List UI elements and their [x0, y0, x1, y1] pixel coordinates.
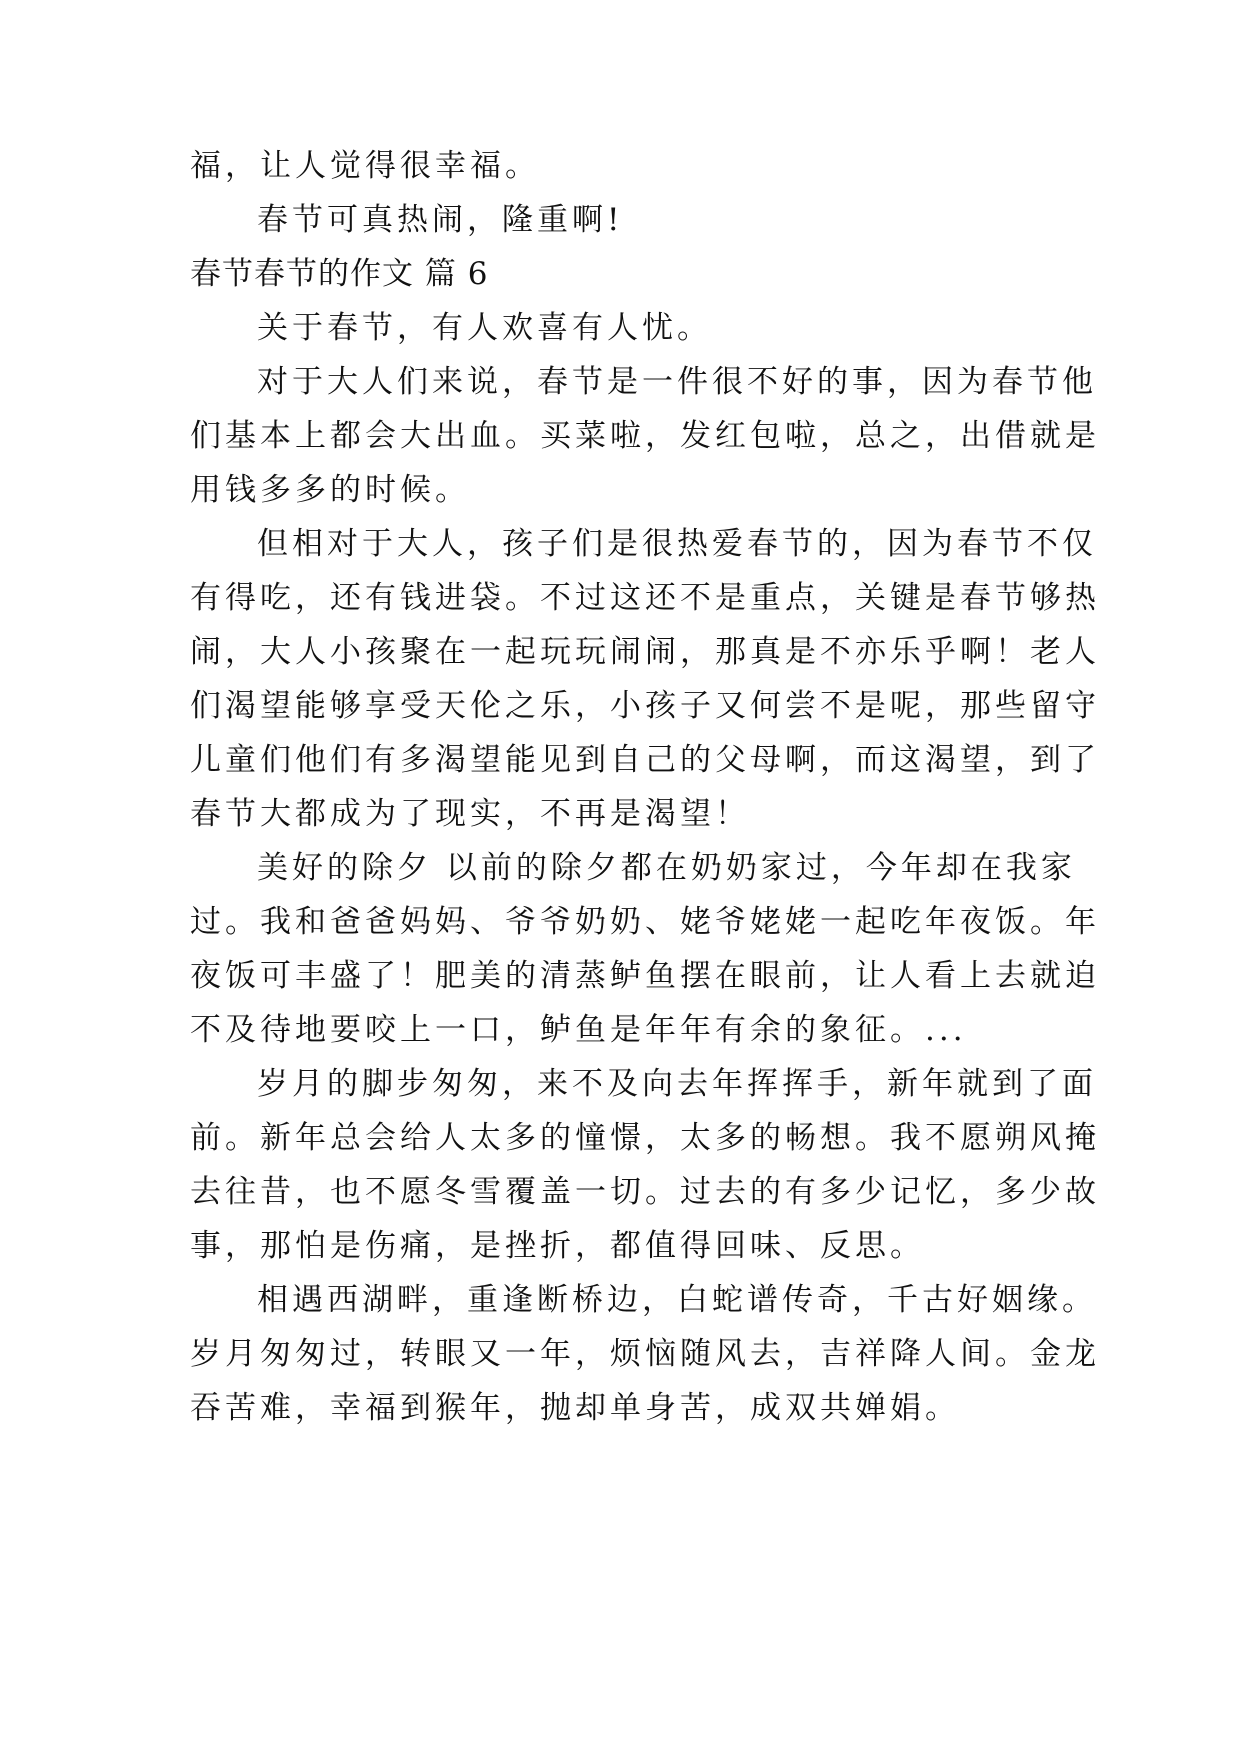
- text-line: 闹，大人小孩聚在一起玩玩闹闹，那真是不亦乐乎啊！老人: [190, 634, 1100, 670]
- text-line: 过。我和爸爸妈妈、爷爷奶奶、姥爷姥姥一起吃年夜饭。年: [190, 904, 1100, 940]
- text-line: 但相对于大人，孩子们是很热爱春节的，因为春节不仅: [257, 526, 1097, 562]
- text-line: 相遇西湖畔，重逢断桥边，白蛇谱传奇，千古好姻缘。: [257, 1282, 1097, 1318]
- section-heading: 春节春节的作文 篇 6: [190, 256, 489, 292]
- text-line: 春节大都成为了现实，不再是渴望！: [190, 796, 750, 832]
- text-line: 美好的除夕 以前的除夕都在奶奶家过，今年却在我家: [257, 850, 1076, 886]
- text-line: 对于大人们来说，春节是一件很不好的事，因为春节他: [257, 364, 1097, 400]
- text-line: 岁月匆匆过，转眼又一年，烦恼随风去，吉祥降人间。金龙: [190, 1336, 1100, 1372]
- text-line: 们基本上都会大出血。买菜啦，发红包啦，总之，出借就是: [190, 418, 1100, 454]
- text-line: 儿童们他们有多渴望能见到自己的父母啊，而这渴望，到了: [190, 742, 1100, 778]
- text-line: 事，那怕是伤痛，是挫折，都值得回味、反思。: [190, 1228, 925, 1264]
- text-line: 前。新年总会给人太多的憧憬，太多的畅想。我不愿朔风掩: [190, 1120, 1100, 1156]
- text-line: 们渴望能够享受天伦之乐，小孩子又何尝不是呢，那些留守: [190, 688, 1100, 724]
- text-line: 福，让人觉得很幸福。: [190, 148, 540, 184]
- text-line: 用钱多多的时候。: [190, 472, 470, 508]
- text-line: 不及待地要咬上一口，鲈鱼是年年有余的象征。...: [190, 1012, 967, 1048]
- text-line: 有得吃，还有钱进袋。不过这还不是重点，关键是春节够热: [190, 580, 1100, 616]
- text-line: 岁月的脚步匆匆，来不及向去年挥挥手，新年就到了面: [257, 1066, 1097, 1102]
- text-line: 关于春节，有人欢喜有人忧。: [257, 310, 712, 346]
- text-line: 吞苦难，幸福到猴年，抛却单身苦，成双共婵娟。: [190, 1390, 960, 1426]
- text-line: 去往昔，也不愿冬雪覆盖一切。过去的有多少记忆，多少故: [190, 1174, 1100, 1210]
- text-line: 春节可真热闹，隆重啊!: [257, 202, 624, 238]
- text-line: 夜饭可丰盛了！肥美的清蒸鲈鱼摆在眼前，让人看上去就迫: [190, 958, 1100, 994]
